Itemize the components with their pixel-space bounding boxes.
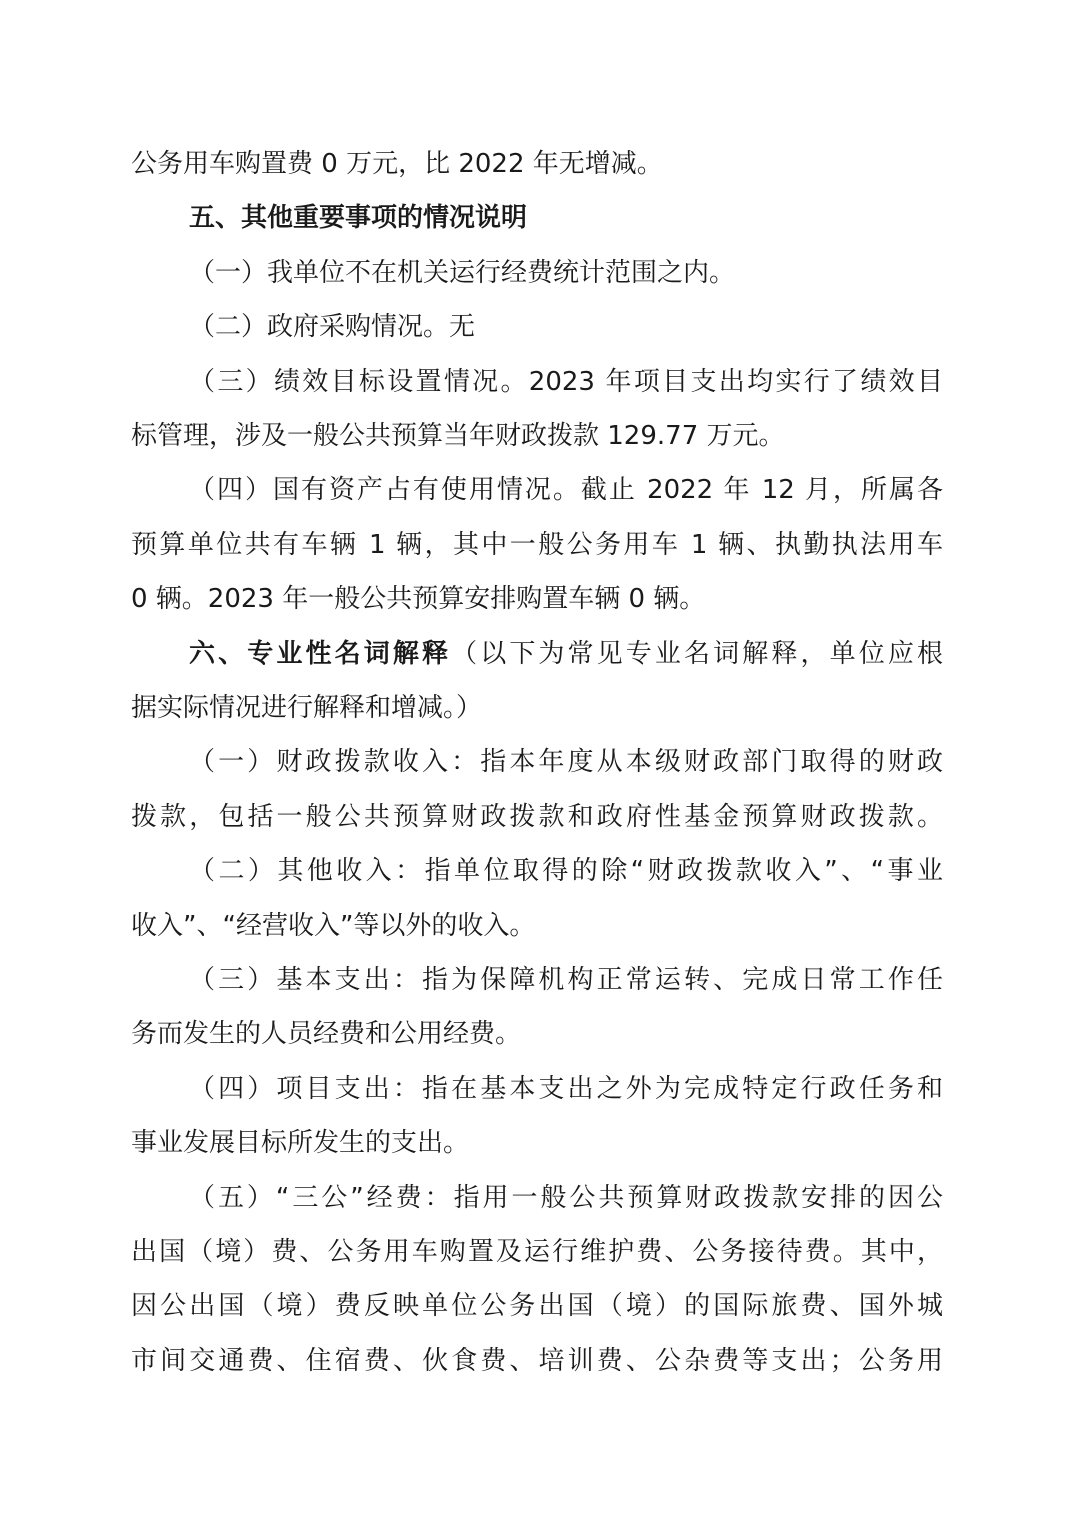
section-heading-6-title: 六、专业性名词解释 (189, 639, 452, 669)
paragraph-line: 预算单位共有车辆 1 辆，其中一般公务用车 1 辆、执勤执法用车 (131, 530, 943, 560)
section-heading-6 (189, 634, 943, 674)
paragraph-line: （五）“三公”经费：指用一般公共预算财政拨款安排的因公 (189, 1183, 943, 1213)
paragraph-line: 因公出国（境）费反映单位公务出国（境）的国际旅费、国外城 (131, 1291, 943, 1321)
paragraph-line: （四）项目支出：指在基本支出之外为完成特定行政任务和 (189, 1074, 943, 1104)
section-heading-6-note: （以下为常见专业名词解释，单位应根 (451, 639, 943, 669)
paragraph-line: 收入”、“经营收入”等以外的收入。 (131, 911, 536, 941)
paragraph-line: （三）绩效目标设置情况。2023 年项目支出均实行了绩效目 (189, 367, 943, 397)
paragraph-line: 拨款，包括一般公共预算财政拨款和政府性基金预算财政拨款。 (131, 802, 943, 832)
paragraph-line: 务而发生的人员经费和公用经费。 (131, 1019, 522, 1049)
paragraph-line: 出国（境）费、公务用车购置及运行维护费、公务接待费。其中， (131, 1237, 943, 1267)
paragraph-line: 事业发展目标所发生的支出。 (131, 1128, 470, 1158)
paragraph-line: （一）财政拨款收入：指本年度从本级财政部门取得的财政 (189, 747, 943, 777)
paragraph-line: 0 辆。2023 年一般公共预算安排购置车辆 0 辆。 (131, 584, 706, 614)
paragraph-line: 标管理，涉及一般公共预算当年财政拨款 129.77 万元。 (131, 421, 785, 451)
paragraph-line: （二）其他收入：指单位取得的除“财政拨款收入”、“事业 (189, 856, 943, 886)
paragraph-line: 市间交通费、住宿费、伙食费、培训费、公杂费等支出；公务用 (131, 1346, 943, 1376)
paragraph-line: 据实际情况进行解释和增减。） (131, 693, 483, 723)
paragraph-line: （三）基本支出：指为保障机构正常运转、完成日常工作任 (189, 965, 943, 995)
section-heading-5: 五、其他重要事项的情况说明 (189, 203, 528, 233)
paragraph-line: （一）我单位不在机关运行经费统计范围之内。 (189, 258, 736, 288)
paragraph-line: （二）政府采购情况。无 (189, 312, 476, 342)
paragraph-line: 公务用车购置费 0 万元，比 2022 年无增减。 (131, 149, 663, 179)
paragraph-line: （四）国有资产占有使用情况。截止 2022 年 12 月，所属各 (189, 475, 943, 505)
